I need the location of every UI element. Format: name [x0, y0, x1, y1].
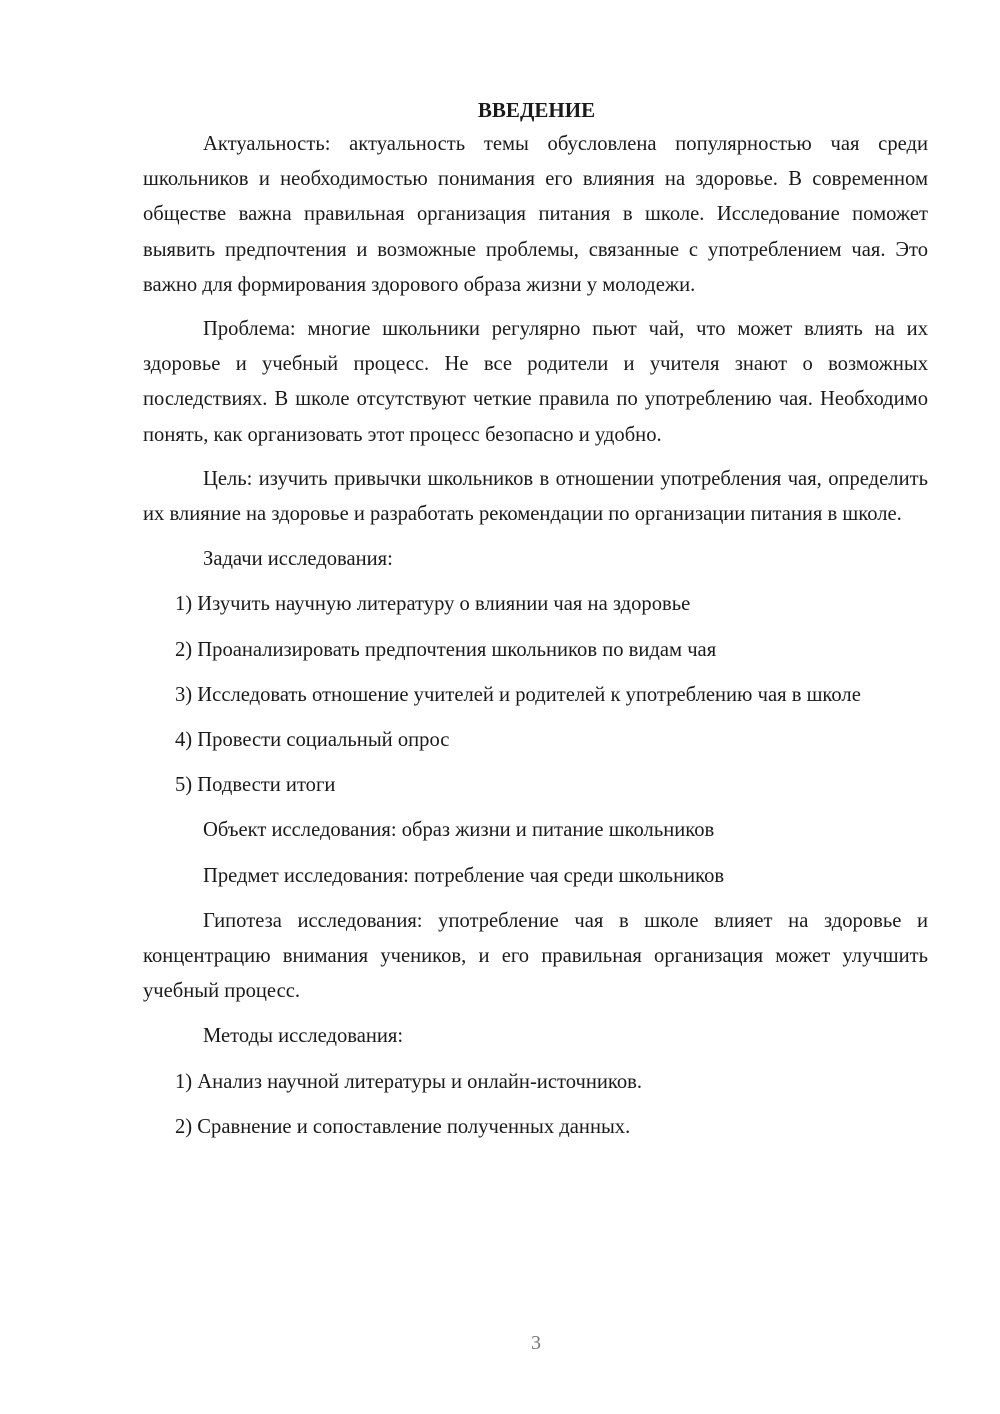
relevance-paragraph: Актуальность: актуальность темы обусловлена популярностью чая среди школьников и необходимостью понимания его влияния на здоровье. В современном обществе важна правильная организация питания в школе. Исследование поможет выявить предпочтения и возможные проблемы, связанные с употреблением чая. Это важно для формирования здорового образа жизни у молодежи.	[143, 133, 928, 296]
page-number: 3	[531, 1332, 541, 1354]
object-line: Объект исследования: образ жизни и питание школьников	[203, 819, 715, 842]
task-item-1: 1) Изучить научную литературу о влиянии чая на здоровье	[175, 593, 691, 616]
tasks-heading: Задачи исследования:	[203, 548, 393, 571]
task-item-5: 5) Подвести итоги	[175, 774, 336, 797]
task-item-2: 2) Проанализировать предпочтения школьников по видам чая	[175, 638, 717, 661]
page-title: ВВЕДЕНИЕ	[477, 98, 596, 122]
subject-line: Предмет исследования: потребление чая среди школьников	[203, 864, 725, 887]
methods-heading: Методы исследования:	[203, 1025, 404, 1048]
problem-paragraph: Проблема: многие школьники регулярно пьют чай, что может влиять на их здоровье и учебный процесс. Не все родители и учителя знают о возможных последствиях. В школе отсутствуют четкие правила по употреблению чая. Необходимо понять, как организовать этот процесс безопасно и удобно.	[143, 318, 928, 446]
goal-paragraph: Цель: изучить привычки школьников в отношении употребления чая, определить их влияние на здоровье и разработать рекомендации по организации питания в школе.	[143, 467, 928, 526]
task-item-4: 4) Провести социальный опрос	[175, 729, 450, 752]
method-item-1: 1) Анализ научной литературы и онлайн-источников.	[175, 1070, 642, 1093]
document-page	[143, 95, 928, 1145]
task-item-3: 3) Исследовать отношение учителей и родителей к употреблению чая в школе	[175, 683, 861, 706]
method-item-2: 2) Сравнение и сопоставление полученных данных.	[175, 1115, 631, 1138]
hypothesis-paragraph: Гипотеза исследования: употребление чая в школе влияет на здоровье и концентрацию внимания учеников, и его правильная организация может улучшить учебный процесс.	[143, 909, 928, 1003]
